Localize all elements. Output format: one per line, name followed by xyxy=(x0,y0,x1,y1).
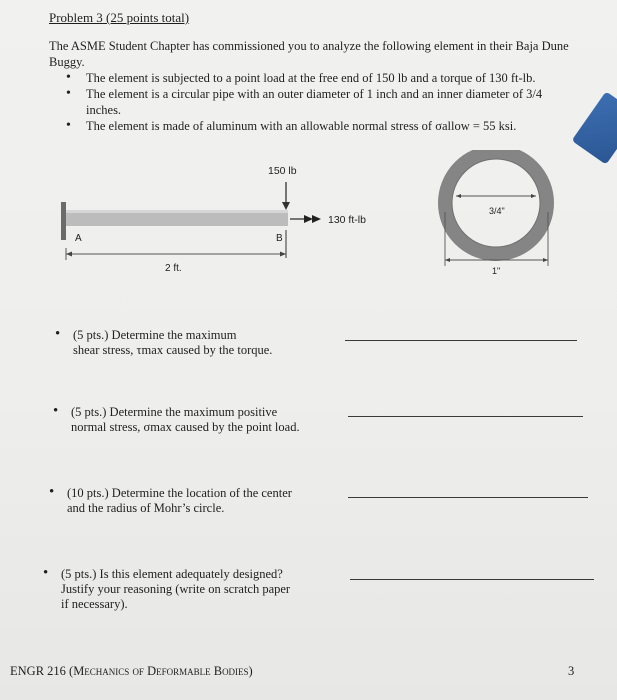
bullet-dot: • xyxy=(43,565,49,581)
beam-diagram xyxy=(0,150,617,290)
bullet-dot: • xyxy=(53,403,59,419)
course-code: ENGR 216 xyxy=(10,664,66,678)
answer-line-2[interactable] xyxy=(348,416,583,417)
page-number: 3 xyxy=(568,664,575,678)
question-2: • (5 pts.) Determine the maximum positive normal stress, σmax caused by the point load. xyxy=(53,403,300,434)
point-a-label: A xyxy=(75,233,82,244)
problem-title: Problem 3 (25 points total) xyxy=(49,10,190,25)
answer-line-3[interactable] xyxy=(348,497,588,498)
point-b-label: B xyxy=(276,233,283,244)
bullet-dot: • xyxy=(55,326,61,342)
question-3: • (10 pts.) Determine the location of the center and the radius of Mohr’s circle. xyxy=(49,484,292,515)
torque-label: 130 ft-lb xyxy=(328,214,366,226)
inner-diameter-label: 3/4" xyxy=(489,206,505,216)
condition-load-torque: • The element is subjected to a point load at the free end of 150 lb and a torque of 130 ft-lb. xyxy=(64,70,574,86)
answer-line-1[interactable] xyxy=(345,340,577,341)
question-1: • (5 pts.) Determine the maximum shear stress, τmax caused by the torque. xyxy=(55,326,273,357)
load-label: 150 lb xyxy=(268,165,297,177)
outer-diameter-label: 1" xyxy=(492,266,501,276)
bullet-dot: • xyxy=(49,484,55,500)
condition-pipe-dimensions: • The element is a circular pipe with an outer diameter of 1 inch and an inner diameter of 3/4 inches. xyxy=(64,86,574,118)
question-4: • (5 pts.) Is this element adequately designed? Justify your reasoning (write on scratch paper if necessary). xyxy=(43,565,291,611)
length-label: 2 ft. xyxy=(165,263,182,274)
fixed-wall xyxy=(61,202,66,240)
problem-intro: The ASME Student Chapter has commissioned you to analyze the following element in their Baja Dune Buggy. xyxy=(49,39,569,69)
pipe-cross-section xyxy=(445,152,547,254)
course-title: (Mechanics of Deformable Bodies) xyxy=(69,664,253,678)
given-conditions-list xyxy=(64,70,574,134)
answer-line-4[interactable] xyxy=(350,579,594,580)
course-footer xyxy=(10,664,253,679)
condition-allowable-stress: • The element is made of aluminum with an allowable normal stress of σallow = 55 ksi. xyxy=(64,118,574,134)
